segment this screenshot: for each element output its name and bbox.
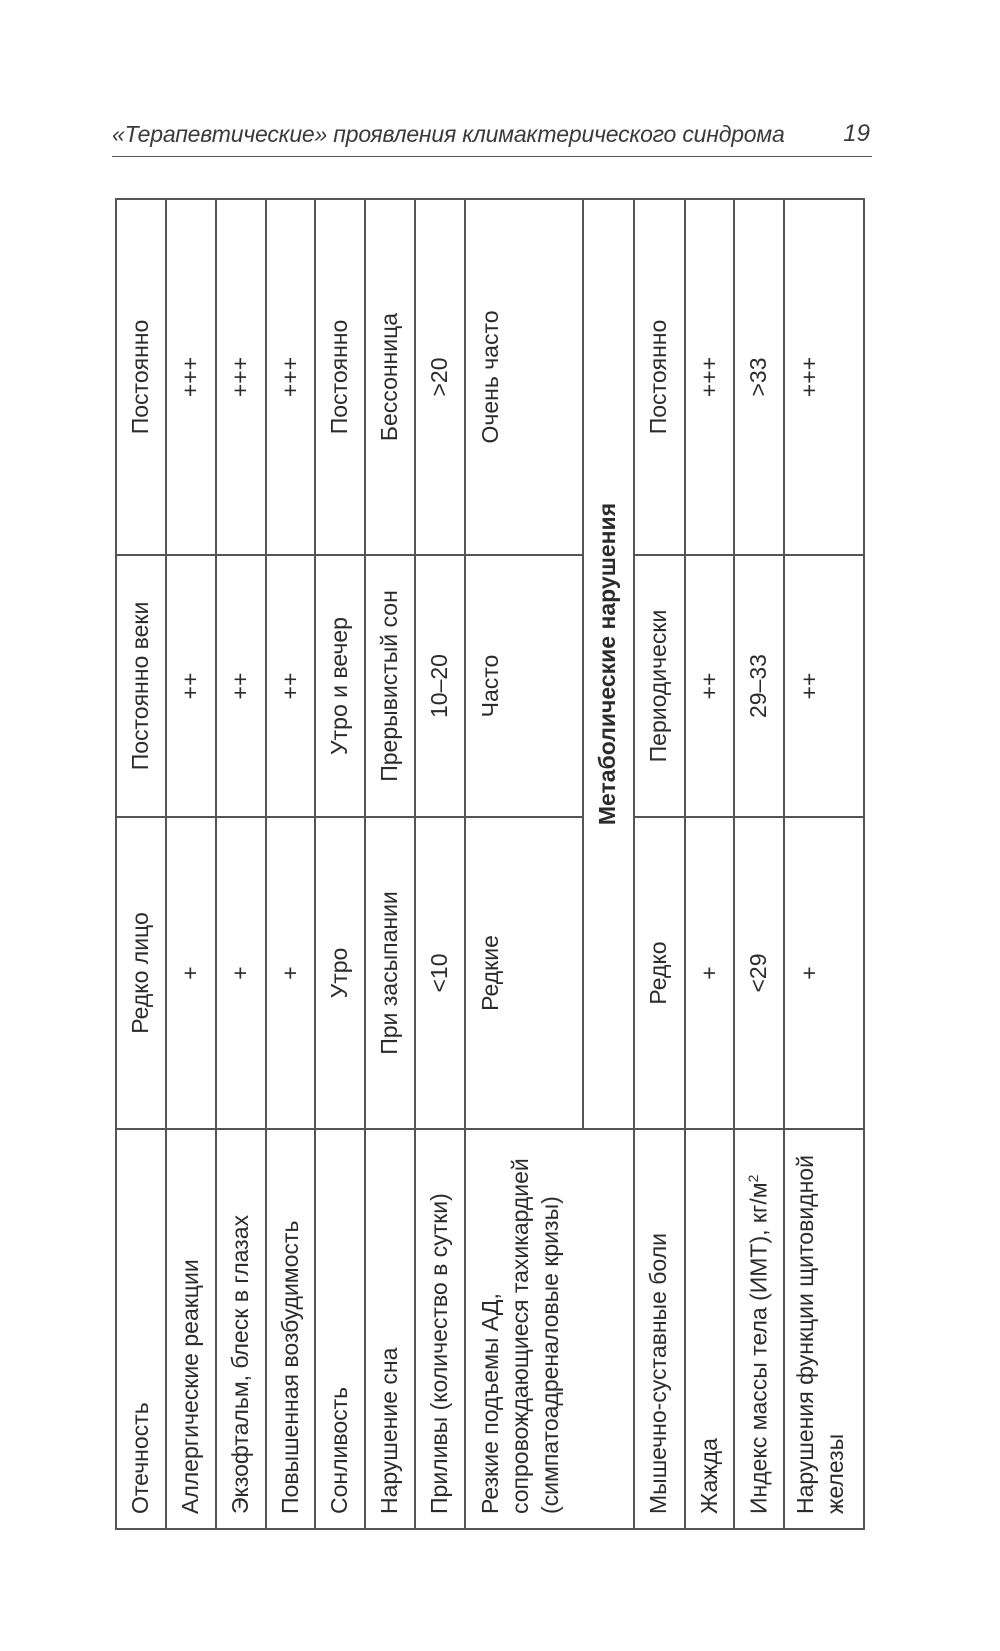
cell-mild: Утро (315, 817, 365, 1129)
page-number: 19 (843, 120, 870, 147)
cell-mild: Редко (634, 817, 685, 1129)
table-row (266, 199, 316, 1529)
symptom-table (115, 198, 865, 1530)
cell-moderate: ++ (166, 555, 216, 817)
cell-mild: + (216, 817, 266, 1129)
cell-mild: + (784, 817, 864, 1129)
cell-severe: +++ (266, 199, 316, 555)
row-label: Нарушения функции щитовидной железы (784, 1129, 864, 1529)
table-row (734, 199, 784, 1529)
row-label: Резкие подъемы АД, сопровождающиеся тахикардией (симпатоадреналовые кризы) (465, 1129, 634, 1529)
cell-mild: <10 (415, 817, 465, 1129)
cell-mild: Редкие (465, 817, 583, 1129)
row-label-bmi (734, 1129, 784, 1529)
row-label: Повышенная возбудимость (266, 1129, 316, 1529)
cell-severe: +++ (685, 199, 735, 555)
table-row (365, 199, 415, 1529)
cell-moderate: ++ (685, 555, 735, 817)
table-wrapper (115, 200, 865, 1530)
table-row (415, 199, 465, 1529)
cell-moderate: Постоянно веки (116, 555, 166, 817)
cell-severe: +++ (784, 199, 864, 555)
cell-severe: >33 (734, 199, 784, 555)
row-label: Нарушение сна (365, 1129, 415, 1529)
cell-severe: +++ (166, 199, 216, 555)
row-label: Сонливость (315, 1129, 365, 1529)
row-label: Экзофтальм, блеск в глазах (216, 1129, 266, 1529)
cell-severe: Бессонница (365, 199, 415, 555)
cell-mild: <29 (734, 817, 784, 1129)
cell-severe: +++ (216, 199, 266, 555)
cell-severe: Постоянно (634, 199, 685, 555)
cell-mild: Редко лицо (116, 817, 166, 1129)
bmi-label: Индекс массы тела (ИМТ), кг/м (745, 1182, 772, 1514)
table-row (116, 199, 166, 1529)
section-title: Метаболические нарушения (583, 199, 634, 1129)
table-row (465, 199, 583, 1529)
row-label: Аллергические реакции (166, 1129, 216, 1529)
cell-severe: Очень часто (465, 199, 583, 555)
cell-mild: + (685, 817, 735, 1129)
cell-severe: Постоянно (116, 199, 166, 555)
cell-moderate: Часто (465, 555, 583, 817)
cell-moderate: Прерывистый сон (365, 555, 415, 817)
row-label: Жажда (685, 1129, 735, 1529)
running-head (112, 120, 872, 157)
cell-mild: При засыпании (365, 817, 415, 1129)
cell-moderate: Периодически (634, 555, 685, 817)
table-row (634, 199, 685, 1529)
cell-moderate: 29–33 (734, 555, 784, 817)
cell-moderate: ++ (216, 555, 266, 817)
cell-mild: + (266, 817, 316, 1129)
table-row (216, 199, 266, 1529)
cell-moderate: ++ (266, 555, 316, 817)
table-row (685, 199, 735, 1529)
row-label: Мышечно-суставные боли (634, 1129, 685, 1529)
table-row (315, 199, 365, 1529)
cell-moderate: 10–20 (415, 555, 465, 817)
table-row (784, 199, 864, 1529)
cell-severe: >20 (415, 199, 465, 555)
bmi-unit-superscript: 2 (745, 1174, 762, 1183)
cell-severe: Постоянно (315, 199, 365, 555)
cell-moderate: Утро и вечер (315, 555, 365, 817)
row-label: Приливы (количество в сутки) (415, 1129, 465, 1529)
table-row (166, 199, 216, 1529)
cell-mild: + (166, 817, 216, 1129)
row-label: Отечность (116, 1129, 166, 1529)
cell-moderate: ++ (784, 555, 864, 817)
running-title: «Терапевтические» проявления климактерического синдрома (112, 121, 785, 147)
